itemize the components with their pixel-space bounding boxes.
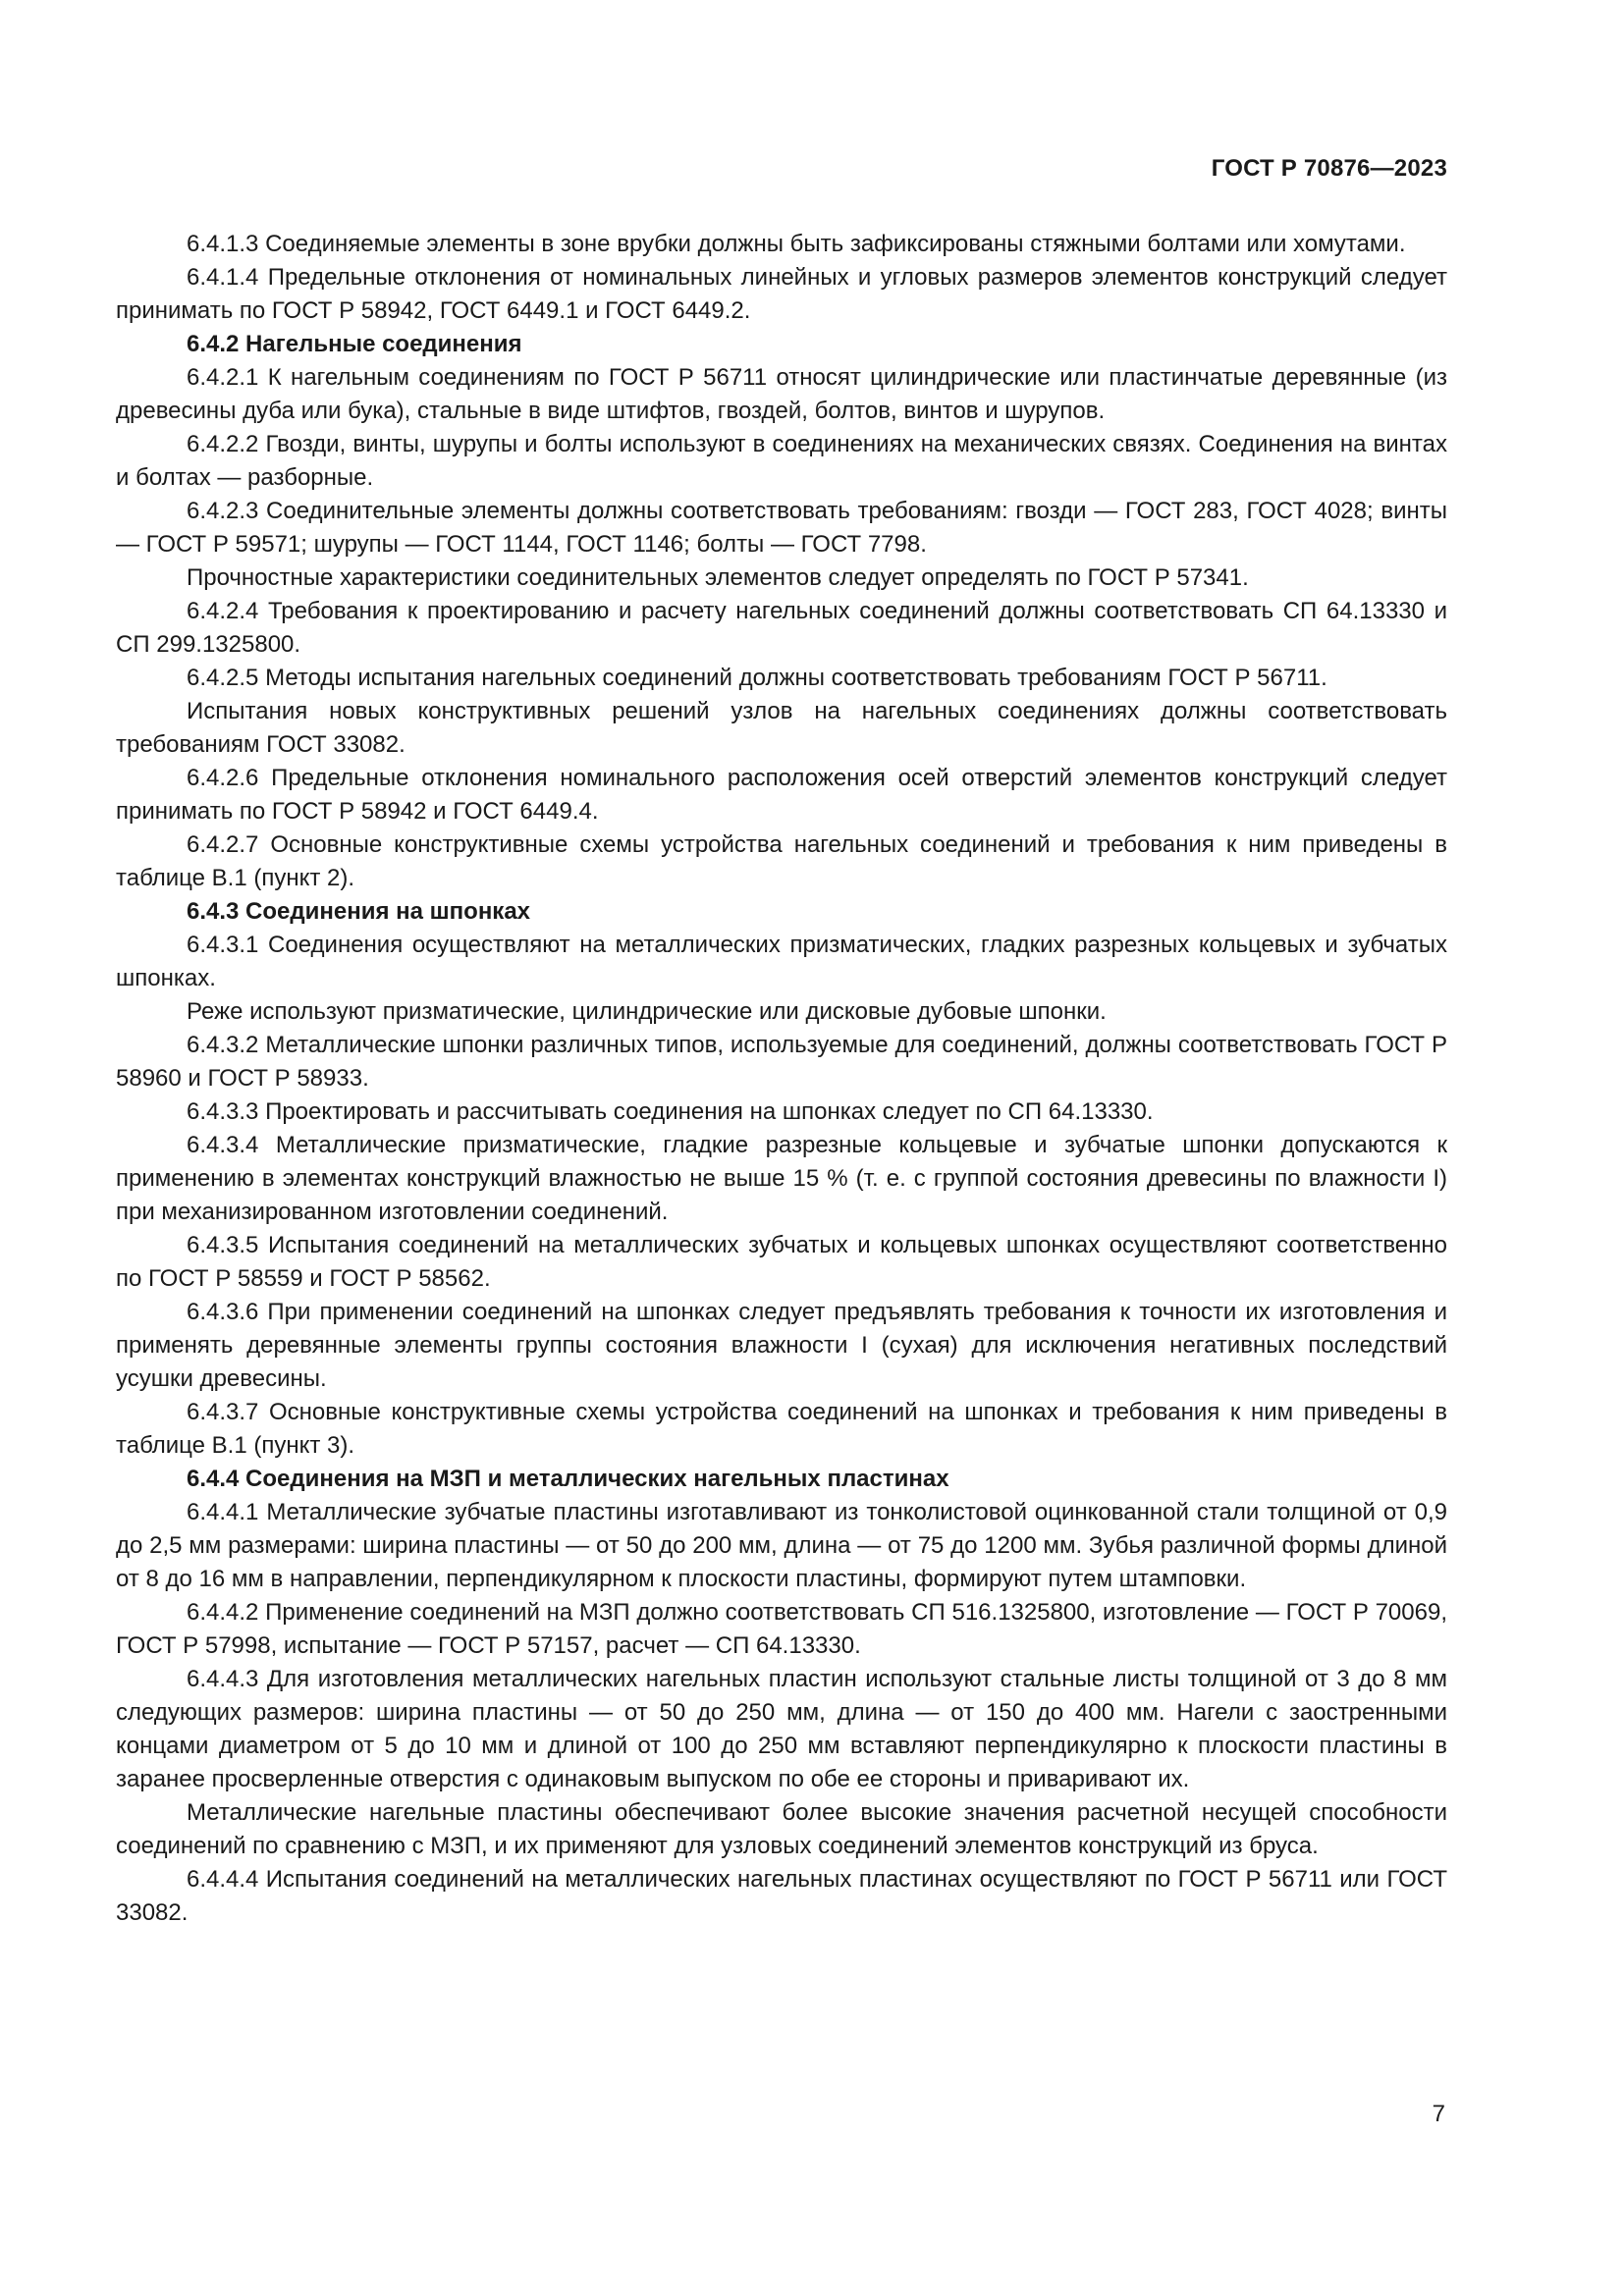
- paragraph-6-4-3-3: 6.4.3.3 Проектировать и рассчитывать соединения на шпонках следует по СП 64.13330.: [187, 1098, 1154, 1125]
- paragraph-6-4-2-7: 6.4.2.7 Основные конструктивные схемы устройства нагельных соединений и требования к ним приведены в таблице В.1 (пункт 2).: [116, 831, 1447, 891]
- paragraph-6-4-1-3: 6.4.1.3 Соединяемые элементы в зоне врубки должны быть зафиксированы стяжными болтами или хомутами.: [187, 231, 1406, 257]
- paragraph-6-4-3-5: 6.4.3.5 Испытания соединений на металлических зубчатых и кольцевых шпонках осуществляют соответственно по ГОСТ Р 58559 и ГОСТ Р 58562.: [116, 1232, 1447, 1292]
- paragraph-6-4-4-4: 6.4.4.4 Испытания соединений на металлических нагельных пластинах осуществляют по ГОСТ Р 56711 или ГОСТ 33082.: [116, 1866, 1447, 1926]
- section-heading-6-4-4: 6.4.4 Соединения на МЗП и металлических нагельных пластинах: [187, 1466, 949, 1492]
- paragraph-oak-dowels: Реже используют призматические, цилиндрические или дисковые дубовые шпонки.: [187, 998, 1107, 1025]
- section-heading-6-4-3: 6.4.3 Соединения на шпонках: [187, 898, 531, 925]
- paragraph-6-4-4-3: 6.4.4.3 Для изготовления металлических нагельных пластин используют стальные листы толщиной от 3 до 8 мм следующих размеров: ширина пластины — от 50 до 250 мм, длина — от 150 до 400 мм. Нагели с заостренными концами диаметром от 5 до 10 мм и длиной от 100 до 250 мм вставляют перпендикулярно к плоскости пластины в заранее просверленные отверстия с одинаковым выпуском по обе ее стороны и приваривают их.: [116, 1666, 1447, 1792]
- paragraph-6-4-2-5: 6.4.2.5 Методы испытания нагельных соединений должны соответствовать требованиям ГОСТ Р 56711.: [187, 665, 1327, 691]
- document-id-header: ГОСТ Р 70876—2023: [1211, 155, 1447, 182]
- paragraph-6-4-2-6: 6.4.2.6 Предельные отклонения номинального расположения осей отверстий элементов конструкций следует принимать по ГОСТ Р 58942 и ГОСТ 6449.4.: [116, 765, 1447, 825]
- section-heading-6-4-2: 6.4.2 Нагельные соединения: [187, 331, 522, 357]
- paragraph-6-4-3-2: 6.4.3.2 Металлические шпонки различных типов, используемые для соединений, должны соответствовать ГОСТ Р 58960 и ГОСТ Р 58933.: [116, 1032, 1447, 1092]
- paragraph-6-4-3-7: 6.4.3.7 Основные конструктивные схемы устройства соединений на шпонках и требования к ним приведены в таблице В.1 (пункт 3).: [116, 1399, 1447, 1459]
- paragraph-6-4-1-4: 6.4.1.4 Предельные отклонения от номинальных линейных и угловых размеров элементов конструкций следует принимать по ГОСТ Р 58942, ГОСТ 6449.1 и ГОСТ 6449.2.: [116, 264, 1447, 324]
- page-number: 7: [1432, 2101, 1445, 2127]
- paragraph-6-4-2-1: 6.4.2.1 К нагельным соединениям по ГОСТ Р 56711 относят цилиндрические или пластинчатые деревянные (из древесины дуба или бука), стальные в виде штифтов, гвоздей, болтов, винтов и шурупов.: [116, 364, 1447, 424]
- paragraph-6-4-2-4: 6.4.2.4 Требования к проектированию и расчету нагельных соединений должны соответствовать СП 64.13330 и СП 299.1325800.: [116, 598, 1447, 658]
- paragraph-6-4-4-1: 6.4.4.1 Металлические зубчатые пластины изготавливают из тонколистовой оцинкованной стали толщиной от 0,9 до 2,5 мм размерами: ширина пластины — от 50 до 200 мм, длина — от 75 до 1200 мм. Зубья различной формы длиной от 8 до 16 мм в направлении, перпендикулярном к плоскости пластины, формируют путем штамповки.: [116, 1499, 1447, 1592]
- document-body: [116, 228, 1447, 1930]
- paragraph-6-4-4-2: 6.4.4.2 Применение соединений на МЗП должно соответствовать СП 516.1325800, изготовление — ГОСТ Р 70069, ГОСТ Р 57998, испытание — ГОСТ Р 57157, расчет — СП 64.13330.: [116, 1599, 1447, 1659]
- paragraph-6-4-3-4: 6.4.3.4 Металлические призматические, гладкие разрезные кольцевые и зубчатые шпонки допускаются к применению в элементах конструкций влажностью не выше 15 % (т. е. с группой состояния древесины по влажности I) при механизированном изготовлении соединений.: [116, 1132, 1447, 1225]
- paragraph-dowel-plates-capacity: Металлические нагельные пластины обеспечивают более высокие значения расчетной несущей способности соединений по сравнению с МЗП, и их применяют для узловых соединений элементов конструкций из бруса.: [116, 1799, 1447, 1859]
- paragraph-strength-characteristics: Прочностные характеристики соединительных элементов следует определять по ГОСТ Р 57341.: [187, 564, 1249, 591]
- paragraph-6-4-3-1: 6.4.3.1 Соединения осуществляют на металлических призматических, гладких разрезных кольцевых и зубчатых шпонках.: [116, 932, 1447, 991]
- paragraph-6-4-2-2: 6.4.2.2 Гвозди, винты, шурупы и болты используют в соединениях на механических связях. Соединения на винтах и болтах — разборные.: [116, 431, 1447, 491]
- paragraph-6-4-2-3: 6.4.2.3 Соединительные элементы должны соответствовать требованиям: гвозди — ГОСТ 283, ГОСТ 4028; винты — ГОСТ Р 59571; шурупы — ГОСТ 1144, ГОСТ 1146; болты — ГОСТ 7798.: [116, 498, 1447, 558]
- paragraph-new-solutions-tests: Испытания новых конструктивных решений узлов на нагельных соединениях должны соответствовать требованиям ГОСТ 33082.: [116, 698, 1447, 758]
- paragraph-6-4-3-6: 6.4.3.6 При применении соединений на шпонках следует предъявлять требования к точности их изготовления и применять деревянные элементы группы состояния влажности I (сухая) для исключения негативных последствий усушки древесины.: [116, 1299, 1447, 1392]
